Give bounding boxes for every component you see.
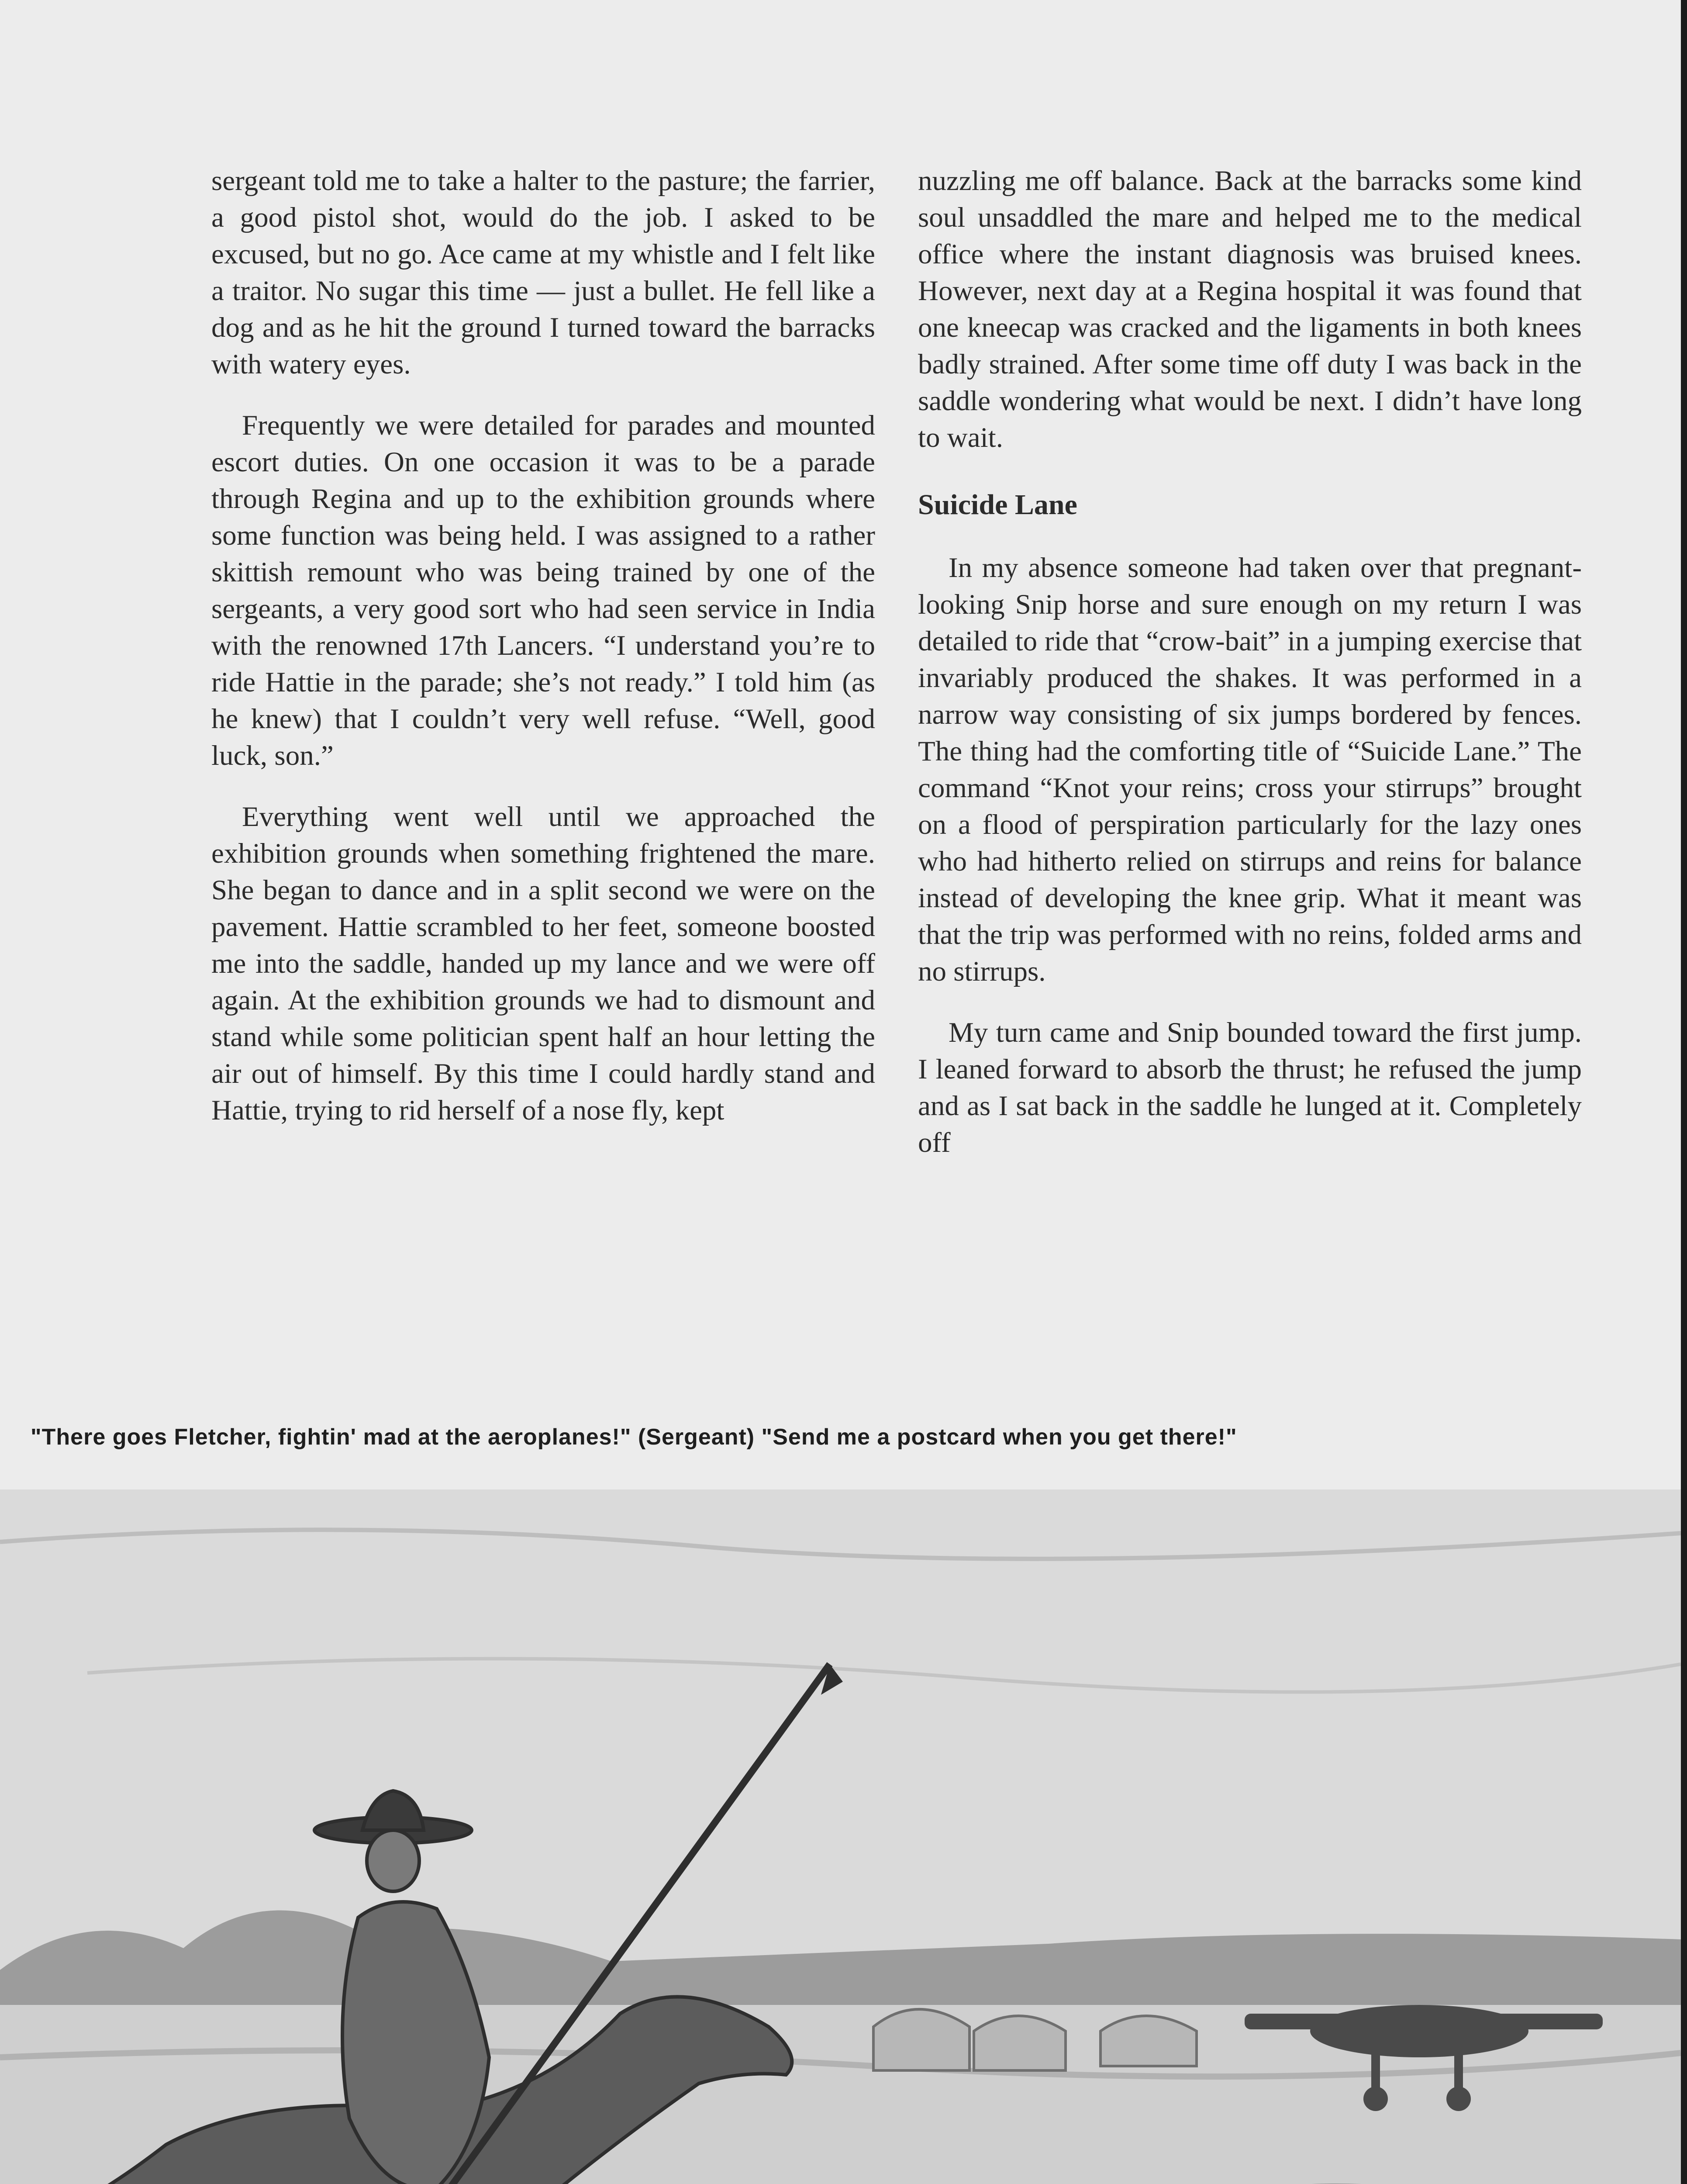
paragraph: nuzzling me off balance. Back at the barracks some kind soul unsaddled the mare and helped me to the medical office where the instant diagnosis was bruised knees. However, next day at a Regina hospital it was found that one kneecap was cracked and the ligaments in both knees badly strained. After some time off duty I was back in the saddle wondering what would be next. I didn’t have long to wait. (918, 165, 1582, 453)
paragraph: sergeant told me to take a halter to the pasture; the farrier, a good pistol shot, would do the job. I asked to be excused, but no go. Ace came at my whistle and I felt like a traitor. No sugar this time — just a bullet. He fell like a dog and as he hit the ground I turned toward the barracks with watery eyes. (211, 165, 875, 380)
paragraph: In my absence someone had taken over that pregnant-looking Snip horse and sure enough on my return I was detailed to ride that “crow-bait” in a jumping exercise that invariably produced the shakes. It was performed in a narrow way consisting of six jumps bordered by fences. The thing had the comforting title of “Suicide Lane.” The command “Knot your reins; cross your stirrups” brought on a flood of perspiration particularly for the lazy ones who had hitherto relied on stirrups and reins for balance instead of developing the knee grip. What it meant was that the trip was performed with no reins, folded arms and no stirrups. (918, 552, 1582, 987)
left-text-column (211, 162, 875, 1153)
page-edge-shadow (1681, 0, 1687, 2184)
paragraph: Everything went well until we approached the exhibition grounds when something frightened the mare. She began to dance and in a split second we were on the pavement. Hattie scrambled to her feet, someone boosted me into the saddle, handed up my lance and we were off again. At the exhibition grounds we had to dismount and stand while some politician spent half an hour letting the air out of himself. By this time I could hardly stand and Hattie, trying to rid herself of a nose fly, kept (211, 801, 875, 1126)
paragraph: Frequently we were detailed for parades and mounted escort duties. On one occasion it was to be a parade through Regina and up to the exhibition grounds where some function was being held. I was assigned to a rather skittish remount who was being trained by one of the sergeants, a very good sort who had seen service in India with the renowned 17th Lancers. “I understand you’re to ride Hattie in the parade; she’s not ready.” I told him (as he knew) that I couldn’t very well refuse. “Well, good luck, son.” (211, 410, 875, 771)
section-heading: Suicide Lane (918, 489, 1077, 521)
hangars (873, 2009, 1197, 2070)
paragraph: My turn came and Snip bounded toward the first jump. I leaned forward to absorb the thrust; he refused the jump and as I sat back in the saddle he lunged at it. Completely off (918, 1017, 1582, 1158)
right-text-column (918, 162, 1582, 1185)
illustration-mountie-charging-aeroplane (0, 1489, 1681, 2184)
illustration-caption: "There goes Fletcher, fightin' mad at the aeroplanes!" (Sergeant) "Send me a postcard when you get there!" (31, 1424, 1237, 1450)
